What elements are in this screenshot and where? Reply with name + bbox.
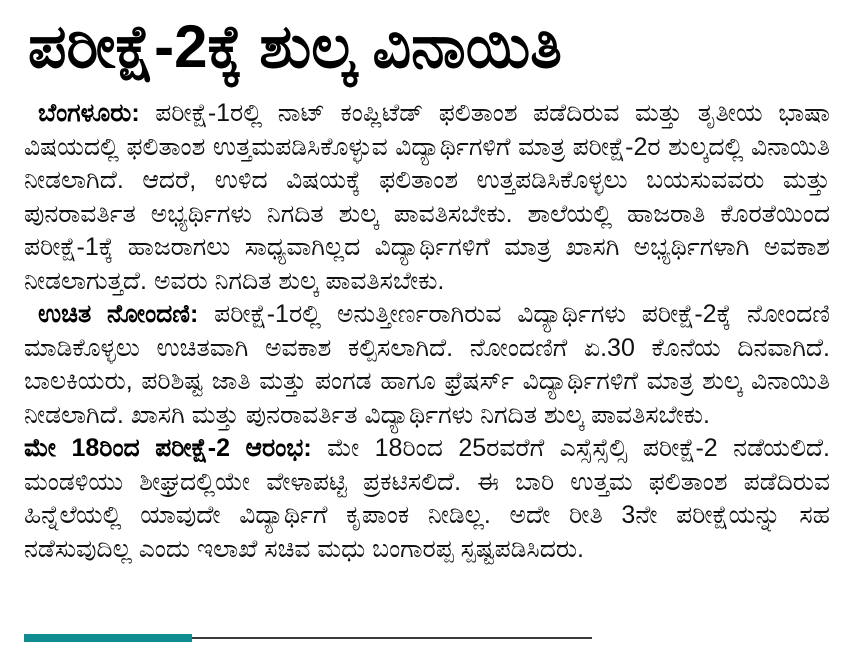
paragraph-text: ಮೇ 18ರಿಂದ 25ರವರೆಗೆ ಎಸ್ಸೆಸ್ಸೆಲ್ಸಿ ಪರೀಕ್ಷೆ-2 ನಡೆಯಲಿದೆ. ಮಂಡಳಿಯು ಶೀಘ್ರದಲ್ಲಿಯೇ ವೇಳಾಪಟ್ಟಿ ಪ್ರಕಟಿಸಲಿದೆ. ಈ ಬಾರಿ ಉತ್ತಮ ಫಲಿತಾಂಶ ಪಡೆದಿರುವ ಹಿನ್ನೆಲೆಯಲ್ಲಿ ಯಾವುದೇ ವಿದ್ಯಾರ್ಥಿಗೆ ಕೃಪಾಂಕ ನೀಡಿಲ್ಲ. ಅದೇ ರೀತಿ 3ನೇ ಪರೀಕ್ಷೆಯನ್ನು ಸಹ ನಡೆಸುವುದಿಲ್ಲ ಎಂದು ಇಲಾಖೆ ಸಚಿವ ಮಧು ಬಂಗಾರಪ್ಪ ಸ್ಪಷ್ಟಪಡಿಸಿದರು. <box>24 434 830 563</box>
paragraph-lead-free-registration: ಉಚಿತ ನೋಂದಣಿ: <box>38 300 199 328</box>
paragraph-lead-dateline: ಬೆಂಗಳೂರು: <box>38 99 140 127</box>
divider-teal-bar <box>24 634 192 642</box>
paragraph-dateline <box>24 97 830 298</box>
article-body <box>24 97 830 566</box>
paragraph-text: ಪರೀಕ್ಷೆ-1ರಲ್ಲಿ ನಾಟ್ ಕಂಪ್ಲಿಟೆಡ್ ಫಲಿತಾಂಶ ಪಡೆದಿರುವ ಮತ್ತು ತೃತೀಯ ಭಾಷಾ ವಿಷಯದಲ್ಲಿ ಫಲಿತಾಂಶ ಉತ್ತಮಪಡಿಸಿಕೊಳ್ಳುವ ವಿದ್ಯಾರ್ಥಿಗಳಿಗೆ ಮಾತ್ರ ಪರೀಕ್ಷೆ-2ರ ಶುಲ್ಕದಲ್ಲಿ ವಿನಾಯಿತಿ ನೀಡಲಾಗಿದೆ. ಆದರೆ, ಉಳಿದ ವಿಷಯಕ್ಕೆ ಫಲಿತಾಂಶ ಉತ್ತಪಡಿಸಿಕೊಳ್ಳಲು ಬಯಸುವವರು ಮತ್ತು ಪುನರಾವರ್ತಿತ ಅಭ್ಯರ್ಥಿಗಳು ನಿಗದಿತ ಶುಲ್ಕ ಪಾವತಿಸಬೇಕು. ಶಾಲೆಯಲ್ಲಿ ಹಾಜರಾತಿ ಕೊರತೆಯಿಂದ ಪರೀಕ್ಷೆ-1ಕ್ಕೆ ಹಾಜರಾಗಲು ಸಾಧ್ಯವಾಗಿಲ್ಲದ ವಿದ್ಯಾರ್ಥಿಗಳಿಗೆ ಮಾತ್ರ ಖಾಸಗಿ ಅಭ್ಯರ್ಥಿಗಳಾಗಿ ಅವಕಾಶ ನೀಡಲಾಗುತ್ತದೆ. ಅವರು ನಿಗದಿತ ಶುಲ್ಕ ಪಾವತಿಸಬೇಕು. <box>24 99 830 295</box>
footer-divider <box>24 634 830 644</box>
divider-thin-line <box>192 637 592 639</box>
paragraph-exam-schedule <box>24 432 830 566</box>
paragraph-free-registration <box>24 298 830 432</box>
paragraph-lead-exam-schedule: ಮೇ 18ರಿಂದ ಪರೀಕ್ಷೆ-2 ಆರಂಭ: <box>24 434 312 462</box>
article-headline: ಪರೀಕ್ಷೆ-2ಕ್ಕೆ ಶುಲ್ಕ ವಿನಾಯಿತಿ <box>28 13 562 80</box>
paragraph-text: ಪರೀಕ್ಷೆ-1ರಲ್ಲಿ ಅನುತ್ತೀರ್ಣರಾಗಿರುವ ವಿದ್ಯಾರ್ಥಿಗಳು ಪರೀಕ್ಷೆ-2ಕ್ಕೆ ನೋಂದಣಿ ಮಾಡಿಕೊಳ್ಳಲು ಉಚಿತವಾಗಿ ಅವಕಾಶ ಕಲ್ಪಿಸಲಾಗಿದೆ. ನೋಂದಣಿಗೆ ಏ.30 ಕೊನೆಯ ದಿನವಾಗಿದೆ. ಬಾಲಕಿಯರು, ಪರಿಶಿಷ್ಟ ಜಾತಿ ಮತ್ತು ಪಂಗಡ ಹಾಗೂ ಫ್ರೆಷರ್ಸ್ ವಿದ್ಯಾರ್ಥಿಗಳಿಗೆ ಮಾತ್ರ ಶುಲ್ಕ ವಿನಾಯಿತಿ ನೀಡಲಾಗಿದೆ. ಖಾಸಗಿ ಮತ್ತು ಪುನರಾವರ್ತಿತ ವಿದ್ಯಾರ್ಥಿಗಳು ನಿಗದಿತ ಶುಲ್ಕ ಪಾವತಿಸಬೇಕು. <box>24 300 830 429</box>
